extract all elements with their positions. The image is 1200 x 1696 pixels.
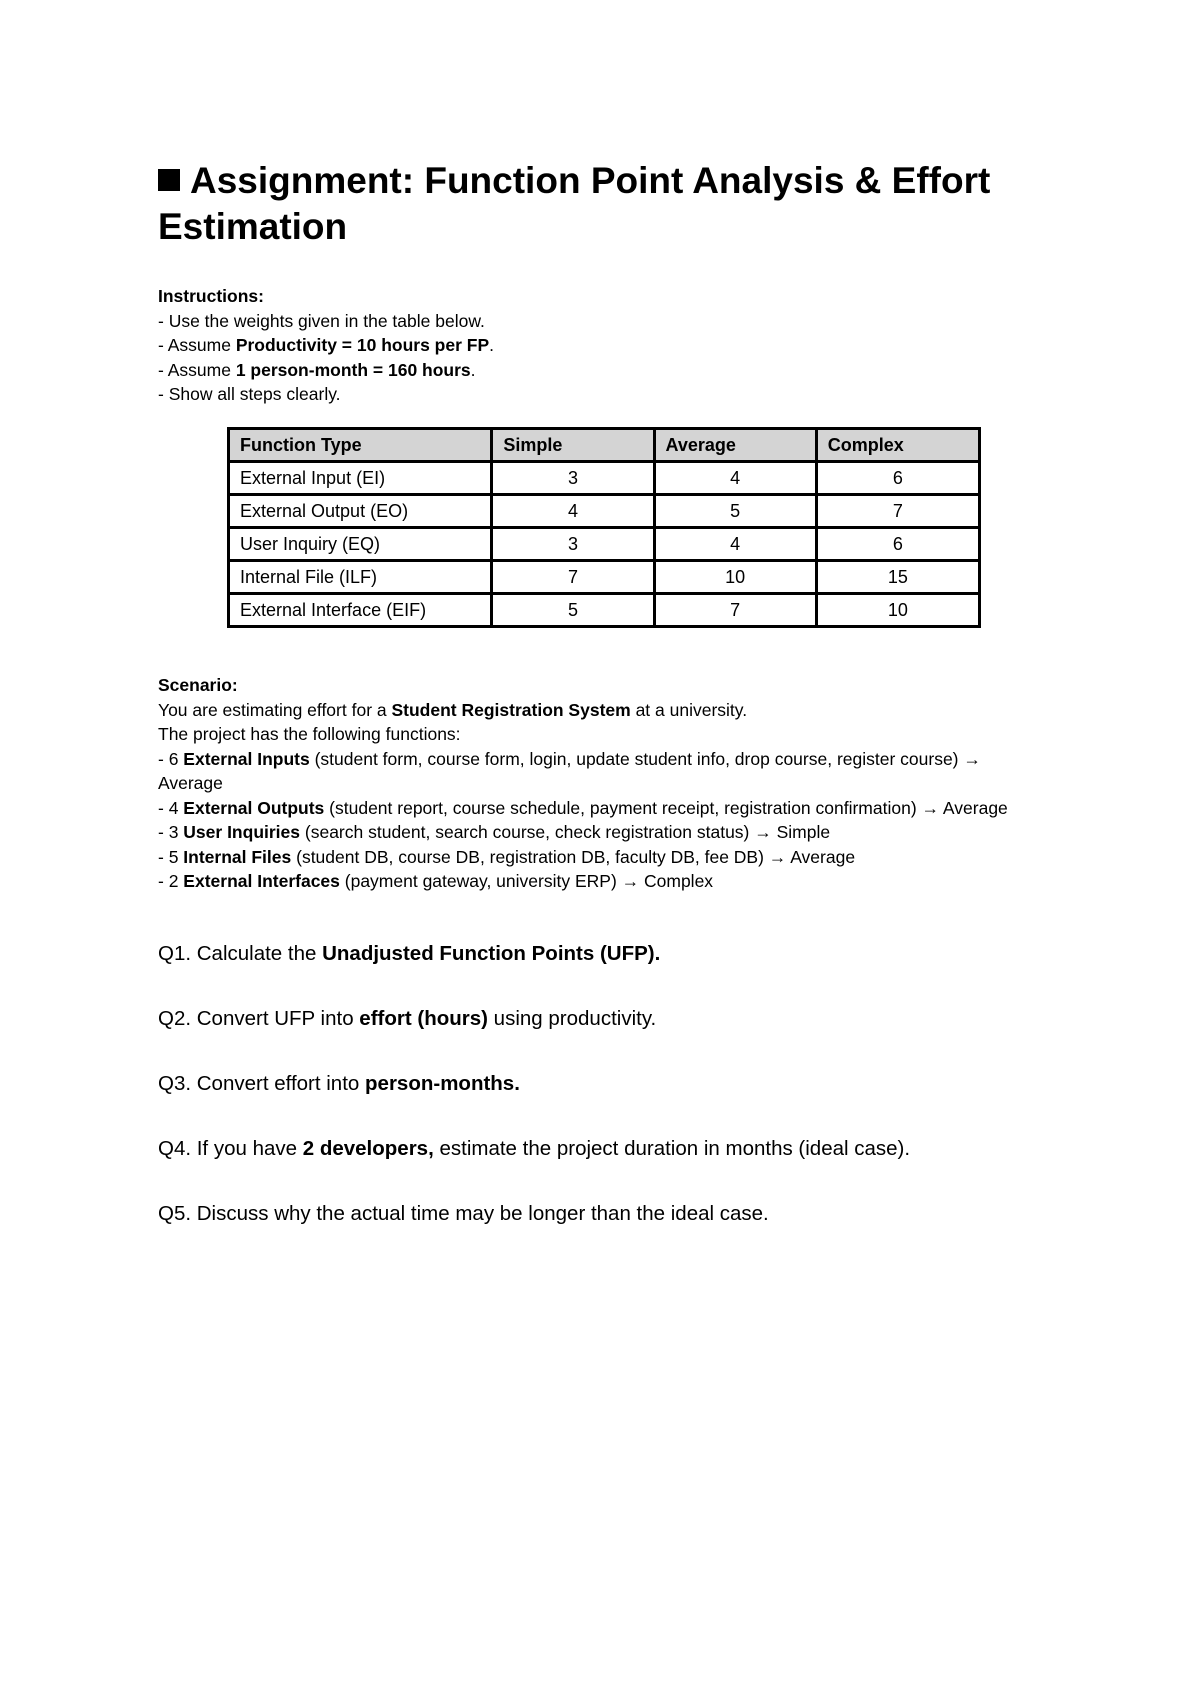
list-item-count: - 3: [158, 822, 184, 842]
question-5-text: Q5. Discuss why the actual time may be longer than the ideal case.: [158, 1202, 769, 1225]
scenario-label: Scenario:: [158, 675, 238, 695]
table-cell: 4: [654, 462, 816, 495]
header-function-type: Function Type: [229, 429, 492, 462]
table-cell: External Interface (EIF): [229, 594, 492, 627]
weights-table: [227, 427, 981, 628]
table-cell: 3: [492, 462, 654, 495]
title-text: Assignment: Function Point Analysis & Effort Estimation: [158, 160, 991, 247]
table-row: [229, 594, 980, 627]
table-row: [229, 495, 980, 528]
table-cell: 15: [816, 561, 979, 594]
list-item-type: External Interfaces: [183, 871, 340, 891]
list-item: [158, 820, 1048, 845]
table-cell: 5: [492, 594, 654, 627]
list-item-type: External Outputs: [183, 797, 325, 818]
header-simple: Simple: [492, 429, 654, 462]
table-cell: User Inquiry (EQ): [229, 528, 492, 561]
header-average: Average: [654, 429, 816, 462]
instruction-line-4: - Show all steps clearly.: [158, 384, 341, 404]
list-item: [158, 869, 1048, 894]
table-cell: 3: [492, 528, 654, 561]
table-cell: External Input (EI): [229, 462, 492, 495]
scenario-intro: [158, 698, 1048, 723]
functions-intro: The project has the following functions:: [158, 724, 461, 744]
question-3-text: Q3. Convert effort into: [158, 1072, 366, 1095]
instructions-label: Instructions:: [158, 286, 264, 306]
question-1-bold: Unadjusted Function Points (UFP).: [322, 942, 661, 965]
question-3-bold: person-months.: [365, 1072, 520, 1095]
question-3: [158, 1071, 520, 1097]
question-1-text: Q1. Calculate the: [158, 942, 323, 965]
table-header-row: [229, 429, 980, 462]
list-item: [158, 796, 1048, 821]
table-row: [229, 528, 980, 561]
table-cell: 7: [654, 594, 816, 627]
list-item: [158, 845, 1048, 870]
question-2-bold: effort (hours): [359, 1007, 488, 1030]
table-cell: External Output (EO): [229, 495, 492, 528]
scenario-intro-pre: You are estimating effort for a: [158, 699, 392, 720]
square-bullet-icon: [158, 169, 180, 191]
table-cell: 5: [654, 495, 816, 528]
table-cell: 4: [492, 495, 654, 528]
question-5: [158, 1201, 769, 1227]
instruction-line-3: [158, 358, 494, 383]
table-cell: 4: [654, 528, 816, 561]
instruction-line-2-pre: - Assume: [158, 335, 236, 355]
table-cell: 7: [492, 561, 654, 594]
instruction-line-1: - Use the weights given in the table below.: [158, 310, 485, 331]
table-row: [229, 561, 980, 594]
table-cell: 10: [654, 561, 816, 594]
question-2-post: using productivity.: [487, 1007, 657, 1030]
instruction-line-3-pre: - Assume: [158, 359, 236, 380]
instruction-line-3-bold: 1 person-month = 160 hours: [235, 359, 471, 380]
instruction-line-2: [158, 333, 494, 358]
list-item-type: User Inquiries: [183, 822, 301, 842]
table-row: [229, 462, 980, 495]
table-cell: 7: [816, 495, 979, 528]
question-2-text: Q2. Convert UFP into: [158, 1007, 360, 1030]
question-2: [158, 1006, 656, 1032]
list-item-detail: (student report, course schedule, payment receipt, registration confirmation) → Average: [324, 797, 1008, 818]
list-item-count: - 4: [158, 797, 184, 818]
list-item-detail: (student DB, course DB, registration DB, faculty DB, fee DB) → Average: [291, 846, 856, 867]
page-title: [158, 158, 1058, 250]
instruction-line-3-post: .: [470, 359, 476, 380]
scenario-system-name: Student Registration System: [391, 699, 631, 720]
instructions-section: [158, 284, 494, 407]
question-4-post: estimate the project duration in months (ideal case).: [433, 1137, 911, 1160]
list-item-type: External Inputs: [183, 748, 310, 769]
table-cell: 10: [816, 594, 979, 627]
question-4-text: Q4. If you have: [158, 1137, 303, 1160]
table-cell: Internal File (ILF): [229, 561, 492, 594]
header-complex: Complex: [816, 429, 979, 462]
question-4: [158, 1136, 910, 1162]
table-cell: 6: [816, 528, 979, 561]
list-item-detail: (search student, search course, check registration status) → Simple: [300, 822, 831, 842]
question-4-bold: 2 developers,: [302, 1137, 434, 1160]
question-1: [158, 941, 660, 967]
table-cell: 6: [816, 462, 979, 495]
list-item-count: - 2: [158, 871, 184, 891]
scenario-intro-post: at a university.: [630, 699, 748, 720]
list-item-detail: (payment gateway, university ERP) → Complex: [339, 871, 714, 891]
scenario-section: [158, 673, 1048, 894]
list-item-count: - 5: [158, 846, 184, 867]
instruction-line-2-bold: Productivity = 10 hours per FP: [235, 335, 490, 355]
list-item-count: - 6: [158, 748, 184, 769]
instruction-line-2-post: .: [489, 335, 495, 355]
list-item: [158, 747, 1048, 796]
list-item-type: Internal Files: [183, 846, 292, 867]
list-item-detail: (student form, course form, login, update student info, drop course, register course) → Average: [158, 748, 981, 793]
